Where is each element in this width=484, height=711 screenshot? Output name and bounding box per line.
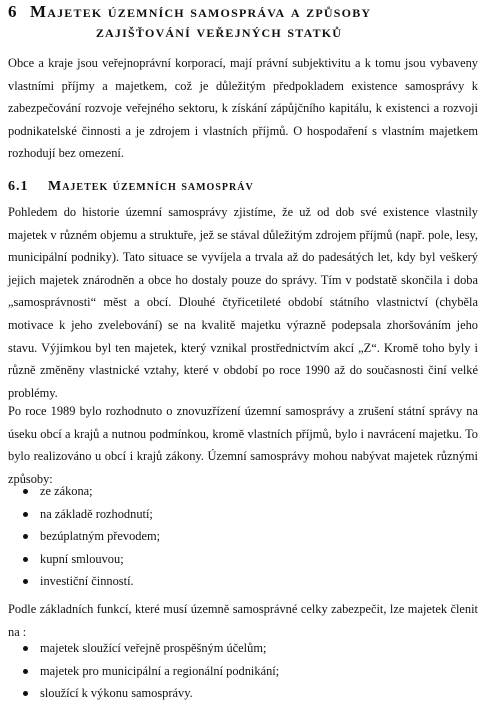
list-item-text: na základě rozhodnutí; — [40, 506, 153, 521]
bullet-icon — [23, 669, 28, 674]
classification-paragraph: Podle základních funkcí, které musí územně samosprávné celky zabezpečit, lze majetek členit na : — [8, 602, 478, 639]
list-item — [8, 525, 478, 548]
chapter-number: 6 — [8, 2, 18, 21]
list-item-text: bezúplatným převodem; — [40, 529, 161, 544]
list-item — [8, 480, 478, 503]
history-paragraph: Pohledem do historie územní samosprávy zjistíme, že už od dob své existence vlastnily majetek v různém objemu a struktuře, jež se stával důležitým zdrojem příjmů (např. pole, lesy, municipální podniky). Tato situace se vyvíjela a trvala až do padesátých let, kdy byl veškerý jejich majetek znárodněn a obce ho dostaly pouze do správy. Tím v podstatě skončila i doba „samosprávnosti“ měst a obcí. Dlouhé čtyřicetileté období státního vlastnictví (chyběla motivace k jeho zvelebování) se na kvalitě majetku výrazně podepsala zhoršováním jeho stavu. Výjimkou byl ten majetek, který vznikal prostřednictvím akcí „Z“. Kromě toho byly i různě změněny vlastnické vztahy, které v období po roce 1990 až do současnosti činí velké problémy. — [8, 205, 478, 400]
acquisition-methods-list — [8, 480, 478, 593]
chapter-heading — [8, 2, 478, 42]
bullet-icon — [23, 579, 28, 584]
restitution-paragraph: Po roce 1989 bylo rozhodnuto o znovuzřízení územní samosprávy a zrušení státní správy na úseku obcí a krajů a nutnou podmínkou, kromě vlastních příjmů, bylo i navrácení majetku. To bylo realizováno u obcí i krajů zákony. Územní samosprávy mohou nabývat majetek různými způsoby: — [8, 404, 478, 486]
bullet-icon — [23, 646, 28, 651]
list-item — [8, 570, 478, 593]
bullet-icon — [23, 512, 28, 517]
intro-paragraph: Obce a kraje jsou veřejnoprávní korporací, mají právní subjektivitu a k tomu jsou vybaveny vlastními příjmy a majetkem, což je důležitým předpokladem existence samosprávy k zabezpečování rozvoje veřejného sektoru, k získání zápůjčního kapitálu, k existenci a rozvoji podnikatelské činnosti a je zdrojem i vlastních příjmů. O hospodaření s vlastním majetkem rozhodují bez omezení. — [8, 56, 478, 161]
list-item-text: majetek pro municipální a regionální podnikání; — [40, 663, 280, 678]
bullet-icon — [23, 534, 28, 539]
asset-categories-list — [8, 637, 478, 705]
list-item — [8, 548, 478, 571]
section-heading — [8, 178, 478, 196]
list-item — [8, 503, 478, 526]
bullet-icon — [23, 557, 28, 562]
list-item-text: ze zákona; — [40, 484, 93, 498]
bullet-icon — [23, 489, 28, 494]
section-title: Majetek územních samospráv — [48, 179, 254, 194]
chapter-title-line-1: Majetek územních samospráva a způsoby — [30, 2, 372, 21]
chapter-title — [30, 2, 478, 42]
list-item — [8, 660, 478, 683]
list-item-text: kupní smlouvou; — [40, 551, 124, 566]
list-item-text: majetek sloužící veřejně prospěšným účelům; — [40, 641, 267, 655]
list-item — [8, 682, 478, 705]
list-item-text: sloužící k výkonu samosprávy. — [40, 686, 193, 701]
list-item-text: investiční činností. — [40, 574, 134, 589]
list-item — [8, 637, 478, 660]
bullet-icon — [23, 691, 28, 696]
chapter-title-line-2: zajišťování veřejných statků — [95, 22, 343, 41]
section-number: 6.1 — [8, 179, 29, 194]
